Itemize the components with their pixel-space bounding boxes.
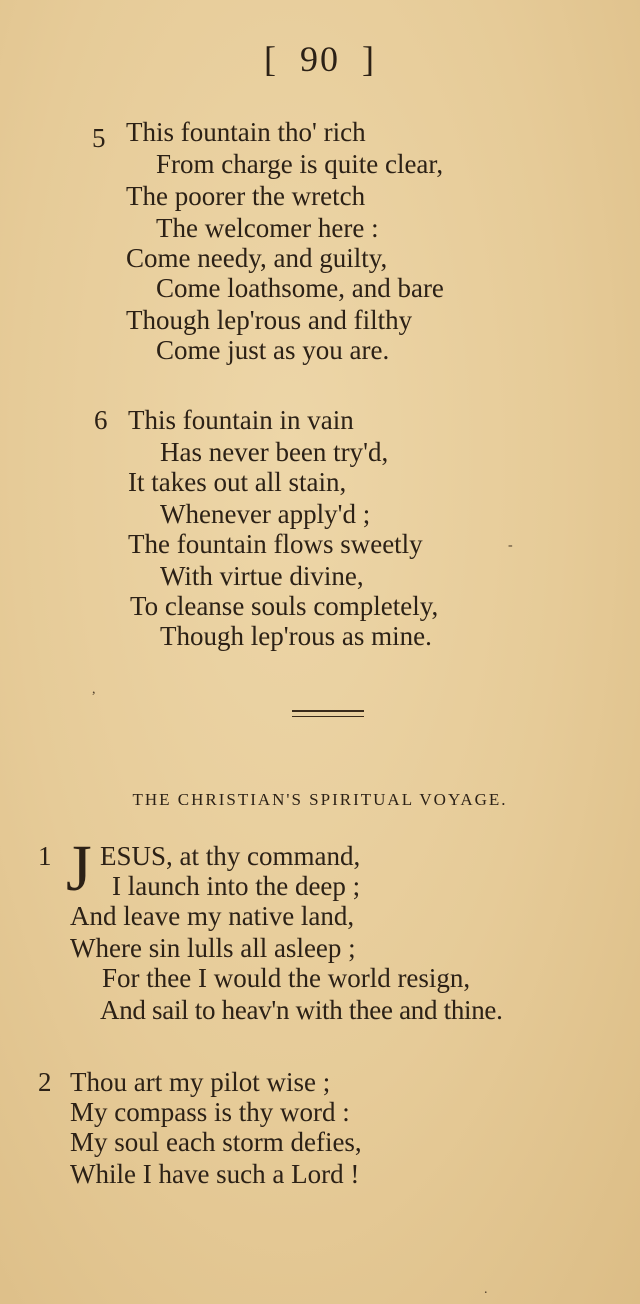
verse-line: Though lep'rous and filthy <box>126 305 413 335</box>
verse-line: And leave my native land, <box>70 901 355 931</box>
verse-line: Thou art my pilot wise ; <box>70 1067 331 1097</box>
verse-line: Come needy, and guilty, <box>126 243 388 273</box>
verse-line: Though lep'rous as mine. <box>160 621 432 651</box>
verse-line: While I have such a Lord ! <box>70 1159 360 1189</box>
verse-line: This fountain in vain <box>128 405 354 435</box>
verse-line: From charge is quite clear, <box>156 149 444 179</box>
ink-speck: . <box>484 1282 488 1297</box>
page-header: [ 90 ] <box>264 39 376 79</box>
verse-line: Come loathsome, and bare <box>156 273 444 303</box>
ink-speck: , <box>92 682 96 697</box>
verse-line: With virtue divine, <box>160 561 364 591</box>
verse-number: 5 <box>92 123 106 153</box>
verse-line: For thee I would the world resign, <box>102 963 471 993</box>
verse-number: 6 <box>94 405 108 435</box>
drop-cap: J <box>66 832 92 905</box>
verse-line: My soul each storm defies, <box>70 1127 362 1157</box>
verse-line: To cleanse souls completely, <box>130 591 439 621</box>
verse-line: I launch into the deep ; <box>112 871 361 901</box>
verse-line: This fountain tho' rich <box>126 117 366 147</box>
verse-line: Come just as you are. <box>156 335 390 365</box>
verse-line: ESUS, at thy command, <box>100 841 361 871</box>
verse-line: The welcomer here : <box>156 213 379 243</box>
verse-line: The fountain flows sweetly <box>128 529 423 559</box>
verse-line: It takes out all stain, <box>128 467 347 497</box>
hymn-title: THE CHRISTIAN'S SPIRITUAL VOYAGE. <box>132 790 508 809</box>
verse-line: Has never been try'd, <box>160 437 389 467</box>
verse-line: And sail to heav'n with thee and thine. <box>100 995 503 1025</box>
verse-line: The poorer the wretch <box>126 181 366 211</box>
verse-line: My compass is thy word : <box>70 1097 350 1127</box>
verse-number: 1 <box>38 841 52 871</box>
verse-line: Where sin lulls all asleep ; <box>70 933 356 963</box>
ink-speck: - <box>508 538 513 553</box>
verse-line: Whenever apply'd ; <box>160 499 371 529</box>
verse-number: 2 <box>38 1067 52 1097</box>
